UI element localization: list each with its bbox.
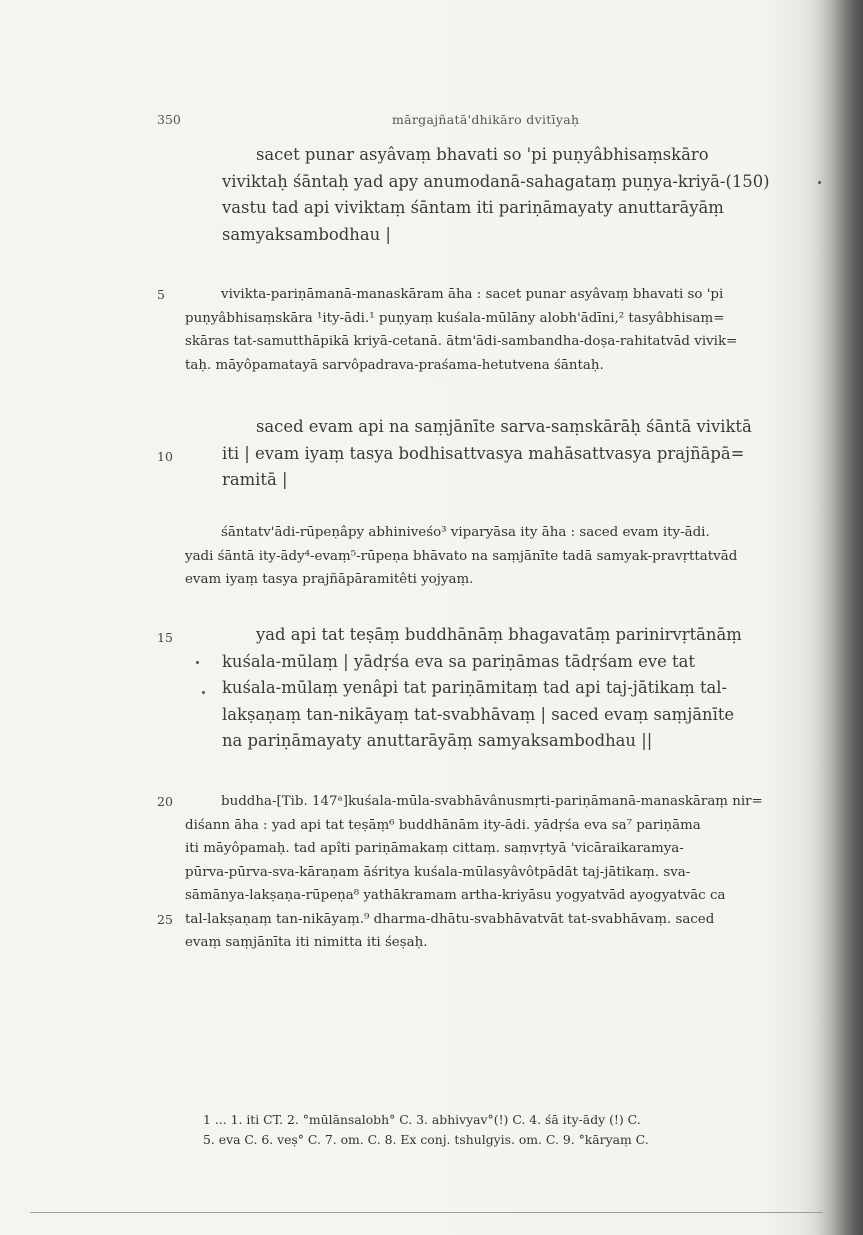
text-line: yad api tat teṣāṃ buddhānāṃ bhagavatāṃ parinirvṛtānāṃ [256, 625, 742, 644]
commentary-block-2 [185, 521, 785, 592]
commentary-block-3 [185, 790, 785, 955]
text-line: puṇyâbhisaṃskāra ¹ity-ādi.¹ puṇyaṃ kuśala-mūlāny alobh'ādīni,² tasyâbhisaṃ= [185, 310, 725, 326]
text-line: evam iyaṃ tasya prajñāpāramitêti yojyaṃ. [185, 572, 474, 587]
text-line: tal-lakṣaṇaṃ tan-nikāyaṃ.⁹ dharma-dhātu-svabhāvatvāt tat-svabhāvaṃ. saced [185, 911, 715, 927]
page-number: 350 [157, 112, 181, 127]
text-line: iti māyôpamaḥ. tad apîti pariṇāmakaṃ cittaṃ. saṃvṛtyā 'vicāraikaramya- [185, 841, 684, 856]
text-line: vivikta-pariṇāmanā-manaskāram āha : sacet punar asyâvaṃ bhavati so 'pi [221, 287, 724, 302]
text-line: sacet punar asyâvaṃ bhavati so 'pi puṇyâbhisaṃskāro [256, 145, 709, 164]
scan-shadow-edge [815, 0, 863, 1235]
scan-speck [818, 181, 821, 184]
text-line: lakṣaṇaṃ tan-nikāyaṃ tat-svabhāvaṃ | saced evaṃ saṃjānīte [222, 704, 735, 724]
text-line: evaṃ saṃjānīta iti nimitta iti śeṣaḥ. [185, 935, 428, 950]
page-bottom-rule [30, 1212, 823, 1213]
footnote-line: 1 ... 1. iti CT. 2. °mūlānsalobh° C. 3. abhivyav°(!) C. 4. śā ity-ādy (!) C. [203, 1112, 641, 1127]
text-line: kuśala-mūlaṃ | yādṛśa eva sa pariṇāmas tādṛśam eve tat [222, 651, 695, 671]
footnotes [203, 1110, 763, 1150]
commentary-block-1 [185, 283, 785, 377]
text-line: kuśala-mūlaṃ yenâpi tat pariṇāmitaṃ tad api taj-jātikaṃ tal- [222, 678, 728, 697]
text-line: taḥ. māyôpamatayā sarvôpadrava-praśama-hetutvena śāntaḥ. [185, 357, 604, 373]
root-text-block-1 [222, 142, 782, 248]
line-number-5: 5 [157, 287, 165, 302]
text-line: ramitā | [222, 470, 288, 489]
text-line: pūrva-pūrva-sva-kāraṇam āśritya kuśala-mūlasyâvôtpādāt taj-jātikaṃ. sva- [185, 864, 691, 880]
root-text-block-2 [222, 414, 782, 494]
text-line: samyaksambodhau | [222, 224, 391, 244]
text-line: buddha-[Tib. 147ᵃ]kuśala-mūla-svabhāvânusmṛti-pariṇāmanā-manaskāraṃ nir= [221, 794, 763, 809]
text-line: saced evam api na saṃjānīte sarva-saṃskārāḥ śāntā viviktā [256, 417, 752, 436]
text-line: diśann āha : yad api tat teṣāṃ⁶ buddhānām ity-ādi. yādṛśa eva sa⁷ pariṇāma [185, 817, 701, 833]
text-line: sāmānya-lakṣaṇa-rūpeṇa⁸ yathākramam artha-kriyāsu yogyatvād ayogyatvāc ca [185, 888, 726, 903]
running-head [0, 112, 863, 132]
text-line: iti | evam iyaṃ tasya bodhisattvasya mahāsattvasya prajñāpā= [222, 443, 745, 463]
text-line: na pariṇāmayaty anuttarāyāṃ samyaksambodhau || [222, 731, 653, 750]
line-number-20: 20 [157, 794, 173, 809]
scan-speck [202, 691, 205, 694]
text-line: śāntatv'ādi-rūpeṇâpy abhiniveśo³ viparyāsa ity āha : saced evam ity-ādi. [221, 525, 710, 540]
scan-speck [196, 661, 199, 664]
footnote-line: 5. eva C. 6. veṣ° C. 7. om. C. 8. Ex conj. tshulgyis. om. C. 9. °kāryaṃ C. [203, 1132, 649, 1147]
line-number-15: 15 [157, 630, 173, 645]
text-line: yadi śāntā ity-ādy⁴-evaṃ⁵-rūpeṇa bhāvato na saṃjānīte tadā samyak-pravṛttatvād [185, 548, 738, 564]
line-number-25: 25 [157, 912, 173, 927]
root-text-block-3 [222, 622, 782, 755]
text-line: vastu tad api viviktaṃ śāntam iti pariṇāmayaty anuttarāyāṃ [222, 198, 724, 217]
text-line: viviktaḥ śāntaḥ yad apy anumodanā-sahagataṃ puṇya-kriyā-(150) [222, 171, 770, 191]
running-title: mārgajñatā'dhikāro dvitīyaḥ [392, 112, 580, 127]
line-number-10: 10 [157, 449, 173, 464]
text-line: skāras tat-samutthāpikā kriyā-cetanā. ātm'ādi-sambandha-doṣa-rahitatvād vivik= [185, 334, 738, 349]
